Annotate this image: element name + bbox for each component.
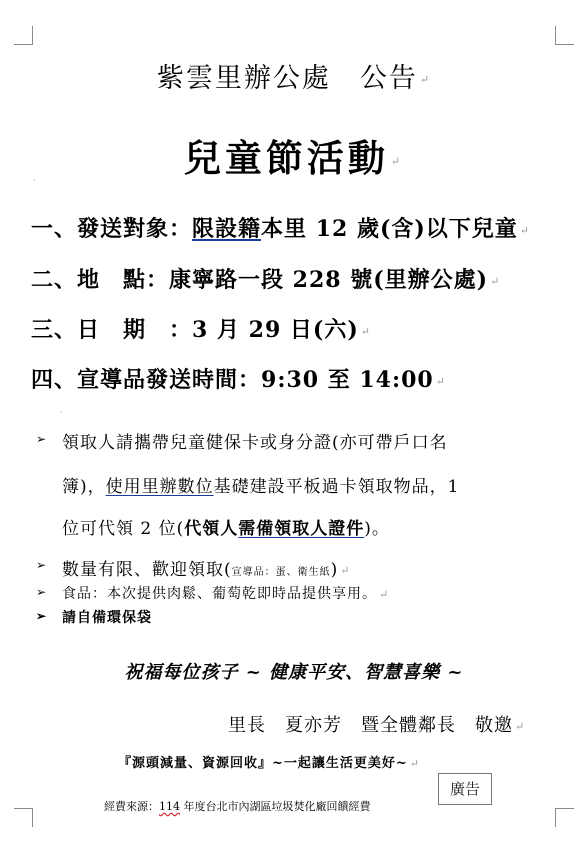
bullet-arrow-icon: ➢	[36, 558, 47, 572]
note-line: 領取人請攜帶兒童健保卡或身分證(亦可帶戶口名	[62, 433, 448, 453]
paragraph-mark-icon: ·	[60, 408, 63, 418]
page-corner-mark	[14, 808, 33, 827]
info-item-target: 一、發送對象：限設籍本里 12 歲(含)以下兒童 ↵	[31, 216, 531, 242]
paragraph-mark-icon: ↵	[360, 324, 371, 338]
paragraph-mark-icon: ↵	[519, 223, 531, 237]
note-quantity: 數量有限、歡迎領取(宣導品：蛋、衛生紙) ↵	[62, 560, 351, 580]
paragraph-mark-icon: ·	[33, 176, 36, 186]
info-item-location: 二、地 點：康寧路一段 228 號(里辦公處) ↵	[31, 267, 501, 293]
funding-source: 經費來源：114 年度台北市內湖區垃圾焚化廠回饋經費	[104, 800, 371, 813]
info-item-time: 四、宣導品發送時間：9:30 至 14:00 ↵	[31, 367, 446, 393]
info-item-date: 三、日 期 ：3 月 29 日(六) ↵	[31, 317, 371, 343]
paragraph-mark-icon: ↵	[515, 719, 526, 733]
paragraph-mark-icon: ↵	[390, 155, 405, 168]
bullet-arrow-icon: ➢	[36, 585, 47, 599]
paragraph-mark-icon: ↵	[409, 757, 421, 770]
blessing-text: 祝福每位孩子 ~ 健康平安、智慧喜樂 ~	[124, 662, 464, 683]
page-corner-mark	[555, 808, 574, 827]
paragraph-mark-icon: ↵	[419, 73, 432, 86]
recycling-slogan: 『源頭減量、資源回收』~一起讓生活更美好~ ↵	[118, 756, 421, 771]
paragraph-mark-icon: ↵	[435, 374, 446, 388]
note-line: 簿)，使用里辦數位基礎建設平板過卡領取物品，1	[62, 477, 460, 497]
paragraph-mark-icon: ↵	[340, 564, 351, 577]
page-corner-mark	[555, 26, 574, 45]
bullet-arrow-icon: ➢	[36, 609, 47, 623]
ad-label-box: 廣告	[438, 773, 492, 805]
signature-line: 里長 夏亦芳 暨全體鄰長 敬邀 ↵	[228, 715, 526, 736]
paragraph-mark-icon: ↵	[490, 274, 501, 288]
paragraph-mark-icon: ↵	[379, 587, 390, 601]
note-eco-bag: 請自備環保袋	[62, 610, 152, 626]
page-corner-mark	[14, 26, 33, 45]
note-line: 位可代領 2 位(代領人需備領取人證件)。	[62, 519, 390, 539]
event-title: 兒童節活動 ↵	[183, 136, 405, 180]
bullet-arrow-icon: ➢	[36, 432, 47, 446]
note-food: 食品：本次提供肉鬆、葡萄乾即時品提供享用。 ↵	[62, 586, 390, 602]
office-title: 紫雲里辦公處 公告 ↵	[156, 63, 432, 94]
